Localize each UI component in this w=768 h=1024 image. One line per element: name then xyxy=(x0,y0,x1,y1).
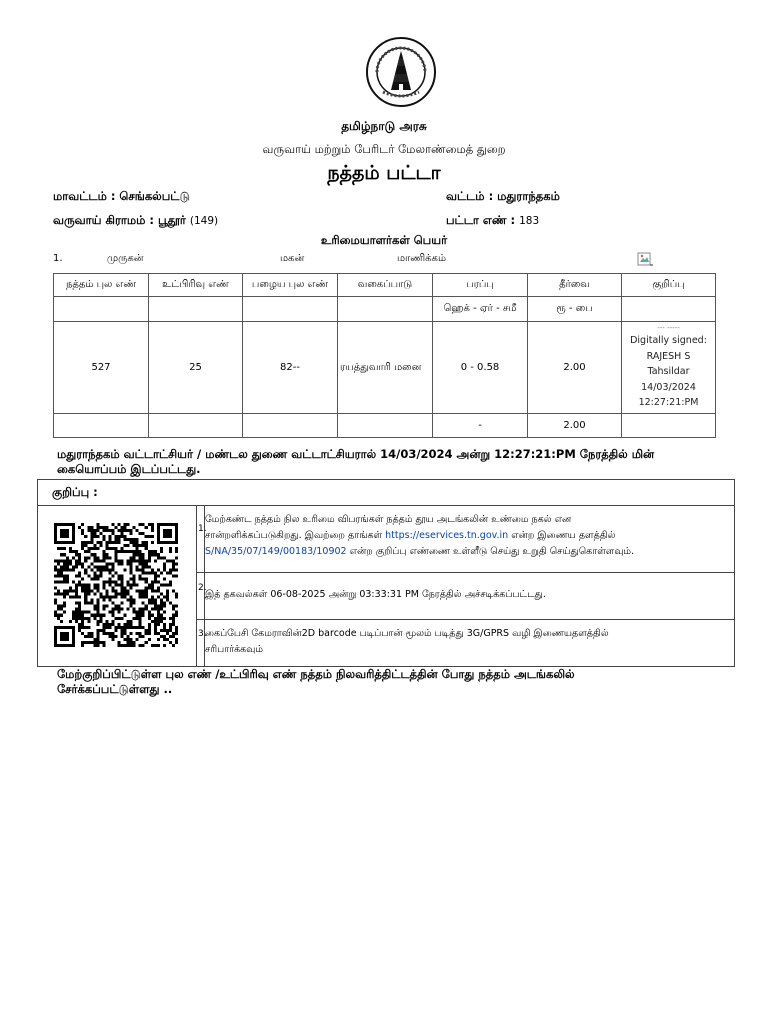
note-1 xyxy=(205,512,734,560)
note-1-line-3 xyxy=(205,544,734,560)
col-header-area: பரப்பு xyxy=(433,274,528,297)
table-cell xyxy=(338,414,433,438)
owner-father-name: மாணிக்கம் xyxy=(397,253,446,264)
note-3-line-1: கைப்பேசி கேமராவின்2D barcode படிப்பான் மூலம் படித்து 3G/GPRS வழி இணையதளத்தில் xyxy=(205,628,609,639)
note-1-text: என்ற குறிப்பு எண்ணை உள்ளீடு செய்து உறுதி செய்துகொள்ளவும். xyxy=(346,546,635,557)
qr-code-cell xyxy=(38,506,197,666)
land-details-table xyxy=(53,273,716,438)
table-cell xyxy=(243,297,338,322)
area-cell: 0 - 0.58 xyxy=(433,322,528,414)
table-cell xyxy=(622,414,716,438)
eservices-link[interactable]: https://eservices.tn.gov.in xyxy=(385,530,509,541)
table-cell xyxy=(149,297,243,322)
taluk-label: வட்டம் : மதுராந்தகம் xyxy=(446,189,560,203)
owner-index: 1. xyxy=(53,253,63,264)
government-name: தமிழ்நாடு அரசு xyxy=(341,119,427,133)
assessment-unit-cell: ரூ - பை xyxy=(528,297,622,322)
col-header-natham-survey-no: நத்தம் புல எண் xyxy=(54,274,149,297)
note-divider xyxy=(196,619,734,620)
note-1-line-1: மேற்கண்ட நத்தம் நில உரிமை விபரங்கள் நத்தம் தூய அடங்கலின் உண்மை நகல் என xyxy=(205,514,572,525)
signature-time: 12:27:21:PM xyxy=(638,397,699,409)
table-header-row xyxy=(54,274,716,297)
note-3 xyxy=(205,626,734,658)
signer-designation: Tahsildar xyxy=(647,366,690,378)
area-unit-cell: ஹெக் - ஏர் - சமீ xyxy=(433,297,528,322)
classification-cell: ரயத்துவாரி மனை xyxy=(338,322,433,414)
department-name: வருவாய் மற்றும் பேரிடர் மேலாண்மைத் துறை xyxy=(262,142,506,156)
table-units-row xyxy=(54,297,716,322)
note-1-line-2 xyxy=(205,528,734,544)
assessment-cell: 2.00 xyxy=(528,322,622,414)
footer-note xyxy=(57,667,575,697)
patta-number: 183 xyxy=(519,215,540,227)
village-code: (149) xyxy=(189,215,219,227)
table-row xyxy=(54,322,716,414)
signature-line-1: Digitally signed: xyxy=(630,335,707,347)
note-2 xyxy=(205,587,734,603)
notes-header xyxy=(38,480,734,506)
digital-signature-cell xyxy=(622,322,716,414)
table-cell xyxy=(243,414,338,438)
note-2-number: 2. xyxy=(198,583,207,593)
table-cell xyxy=(622,297,716,322)
table-total-row xyxy=(54,414,716,438)
note-3-line-2: சரிபார்க்கவும் xyxy=(205,644,263,655)
note-1-text: என்ற இணைய தளத்தில் xyxy=(508,530,616,541)
signature-date: 14/03/2024 xyxy=(641,381,696,393)
owner-name: முருகன் xyxy=(107,253,144,264)
footer-line-1: மேற்குறிப்பிட்டுள்ள புல எண் /உட்பிரிவு எண் நத்தம் நிலவரித்திட்டத்தின் போது நத்தம் அடங்கலில் xyxy=(57,667,575,681)
village-label: வருவாய் கிராமம் : பூதூர் xyxy=(53,213,186,227)
notes-box xyxy=(37,479,735,667)
note-divider xyxy=(196,572,734,573)
village-field xyxy=(53,213,218,229)
notes-heading: குறிப்பு : xyxy=(52,485,98,499)
patta-label: பட்டா எண் : xyxy=(446,213,516,227)
reference-number-link[interactable]: S/NA/35/07/149/00183/10902 xyxy=(205,546,347,557)
note-1-text: சான்றளிக்கப்படுகிறது. இவற்றை தாங்கள் xyxy=(205,530,386,541)
owner-relation: மகன் xyxy=(280,253,305,264)
subdivision-no-cell: 25 xyxy=(149,322,243,414)
signature-dashes: --- ----- xyxy=(657,324,680,333)
tamil-nadu-emblem-icon xyxy=(365,36,437,108)
table-cell xyxy=(338,297,433,322)
table-cell xyxy=(54,414,149,438)
document-title: நத்தம் பட்டா xyxy=(327,162,441,184)
note-1-number: 1. xyxy=(198,524,207,534)
col-header-subdivision-no: உட்பிரிவு எண் xyxy=(149,274,243,297)
esign-line-2: கையொப்பம் இடப்பட்டது. xyxy=(57,462,201,476)
esign-statement xyxy=(57,447,654,477)
total-assessment-cell: 2.00 xyxy=(528,414,622,438)
table-cell xyxy=(149,414,243,438)
col-header-assessment: தீர்வை xyxy=(528,274,622,297)
district-label: மாவட்டம் : செங்கல்பட்டு xyxy=(53,189,190,203)
signer-name: RAJESH S xyxy=(646,350,691,362)
col-header-old-survey-no: பழைய புல எண் xyxy=(243,274,338,297)
note-2-line-1: இத் தகவல்கள் 06-08-2025 அன்று 03:33:31 PM நேரத்தில் அச்சடிக்கப்பட்டது. xyxy=(205,589,546,600)
col-header-remarks: குறிப்பு xyxy=(622,274,716,297)
table-cell xyxy=(54,297,149,322)
patta-number-field xyxy=(446,213,539,229)
total-area-cell: - xyxy=(433,414,528,438)
note-3-number: 3. xyxy=(198,629,207,639)
natham-survey-no-cell: 527 xyxy=(54,322,149,414)
owners-heading: உரிமையாளர்கள் பெயர் xyxy=(320,233,448,247)
esign-line-1: மதுராந்தகம் வட்டாட்சியர் / மண்டல துணை வட்டாட்சியரால் 14/03/2024 அன்று 12:27:21:PM நேரத்தில் மின் xyxy=(57,447,655,461)
col-header-classification: வகைப்பாடு xyxy=(338,274,433,297)
footer-line-2: சேர்க்கப்பட்டுள்ளது .. xyxy=(57,682,173,696)
old-survey-no-cell: 82-- xyxy=(243,322,338,414)
qr-code-icon xyxy=(54,523,178,647)
broken-image-icon xyxy=(637,252,655,268)
